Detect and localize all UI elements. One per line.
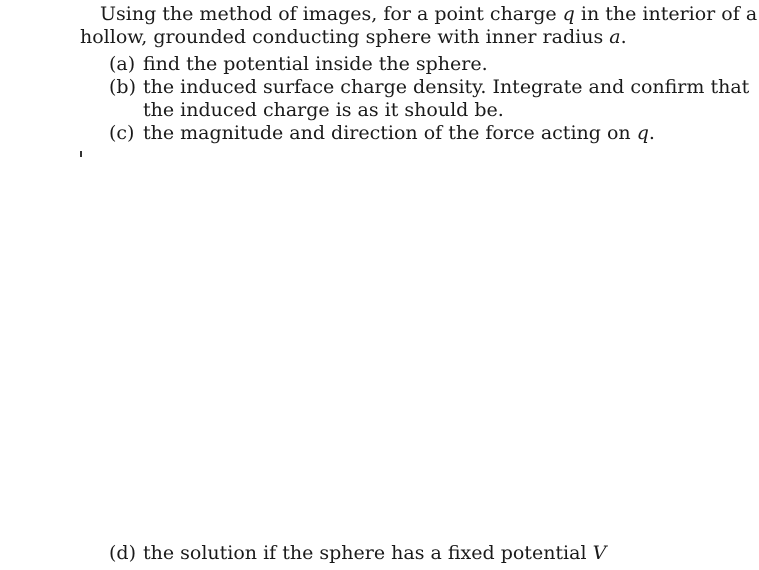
part-a-marker: (a) <box>109 53 136 75</box>
intro-line-1 <box>100 3 757 26</box>
intro-line-2 <box>80 26 627 49</box>
variable-q: q <box>636 122 649 144</box>
part-b-text: the induced surface charge density. Integrate and confirm that <box>143 76 750 98</box>
variable-a: a <box>609 26 621 48</box>
part-d-text: the solution if the sphere has a fixed potential <box>143 542 593 564</box>
part-d <box>109 542 606 565</box>
part-a <box>109 53 488 76</box>
part-c-marker: (c) <box>109 122 135 144</box>
part-b-text-continued: the induced charge is as it should be. <box>143 99 504 121</box>
part-d-marker: (d) <box>109 542 136 564</box>
part-a-text: find the potential inside the sphere. <box>143 53 488 75</box>
intro-text: hollow, grounded conducting sphere with inner radius <box>80 26 610 48</box>
variable-v: V <box>592 542 607 564</box>
part-b-marker: (b) <box>109 76 136 98</box>
part-c <box>109 122 655 145</box>
intro-text: in the interior of a <box>574 3 758 25</box>
part-c-text-end: . <box>648 122 655 144</box>
part-b-continuation <box>143 99 504 122</box>
margin-mark <box>80 151 82 157</box>
intro-text: . <box>620 26 627 48</box>
variable-q: q <box>562 3 575 25</box>
intro-text: Using the method of images, for a point charge <box>100 3 563 25</box>
part-c-text: the magnitude and direction of the force acting on <box>143 122 637 144</box>
part-b <box>109 76 749 99</box>
